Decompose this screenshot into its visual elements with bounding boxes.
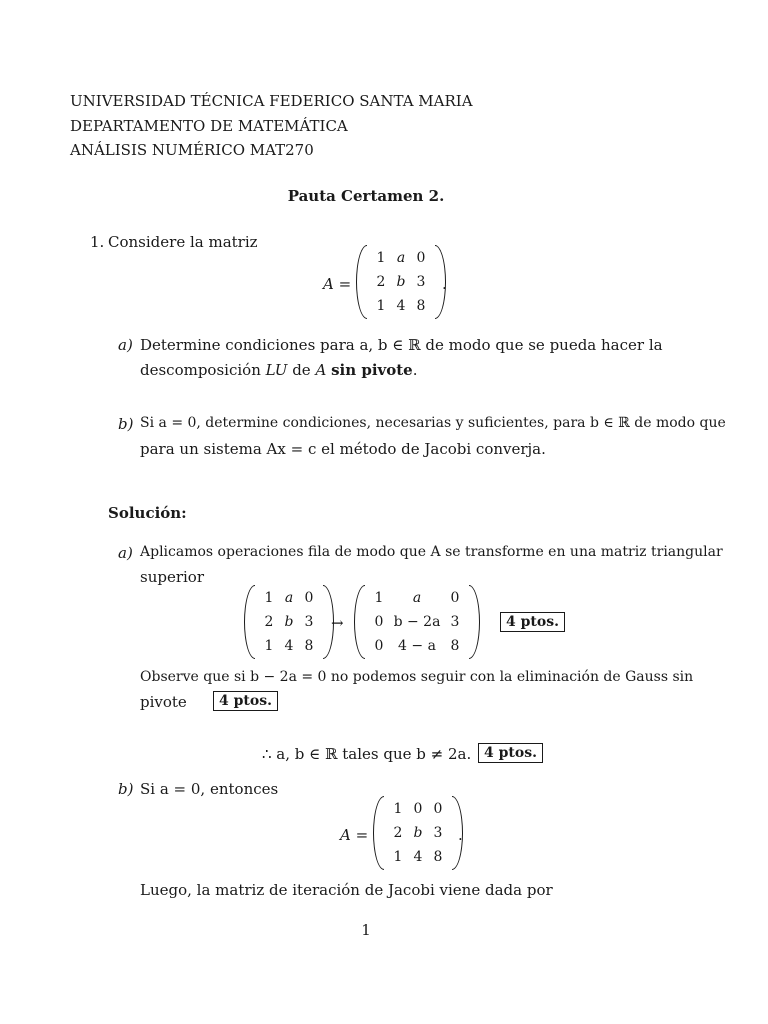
conclusion: ∴ a, b ∈ ℝ tales que b ≠ 2a. [262,745,472,763]
matrix-table: 1 a 0 0 b − 2a 3 0 4 − a 8 [374,590,460,654]
header-university: UNIVERSIDAD TÉCNICA FEDERICO SANTA MARIA [70,92,473,110]
header-department: DEPARTAMENTO DE MATEMÁTICA [70,117,348,135]
points-box-2: 4 ptos. [213,691,278,711]
matrix-table: 1 0 0 2 b 3 1 4 8 [393,801,443,865]
part-b-line1: Si a = 0, determine condiciones, necesarias y suficientes, para b ∈ ℝ de modo que [140,415,726,431]
matrix-table: 1 a 0 2 b 3 1 4 8 [376,250,426,314]
solution-matrix-left [244,585,334,659]
observe-line2: pivote [140,693,187,711]
part-b-line2: para un sistema Ax = c el método de Jacobi converja. [140,440,546,458]
left-paren [356,245,367,319]
solution-b-line2: Luego, la matriz de iteración de Jacobi viene dada por [140,881,553,899]
page-number: 1 [361,921,371,939]
solution-a-line2: superior [140,568,205,586]
left-paren [373,796,384,870]
problem-intro: Considere la matriz [108,233,258,251]
solution-a-line1: Aplicamos operaciones fila de modo que A se transforme en una matriz triangular [140,544,723,560]
page-title: Pauta Certamen 2. [287,187,445,205]
solution-heading: Solución: [108,504,187,522]
part-a-line1: Determine condiciones para a, b ∈ ℝ de modo que se pueda hacer la [140,336,663,354]
problem-number: 1. [90,233,105,251]
matrix-label: A = [323,275,352,293]
solution-b-matrix [373,796,463,870]
points-box-1: 4 ptos. [500,612,565,632]
solution-matrix-right [354,585,480,659]
part-b-label: b) [118,415,134,433]
points-box-3: 4 ptos. [478,743,543,763]
solution-b-line1: Si a = 0, entonces [140,780,279,798]
b-matrix-label: A = [340,826,369,844]
header-course: ANÁLISIS NUMÉRICO MAT270 [70,141,314,159]
problem-matrix [356,245,446,319]
part-a-line2: descomposición LU de A sin pivote. [140,361,418,379]
left-paren [354,585,365,659]
arrow: → [331,614,344,632]
right-paren [469,585,480,659]
observe-line1: Observe que si b − 2a = 0 no podemos seguir con la eliminación de Gauss sin [140,669,694,685]
solution-a-label: a) [118,544,133,562]
solution-b-label: b) [118,780,134,798]
b-matrix-period: . [458,826,463,844]
matrix-period: . [442,275,447,293]
left-paren [244,585,255,659]
matrix-table: 1 a 0 2 b 3 1 4 8 [264,590,314,654]
part-a-label: a) [118,336,133,354]
